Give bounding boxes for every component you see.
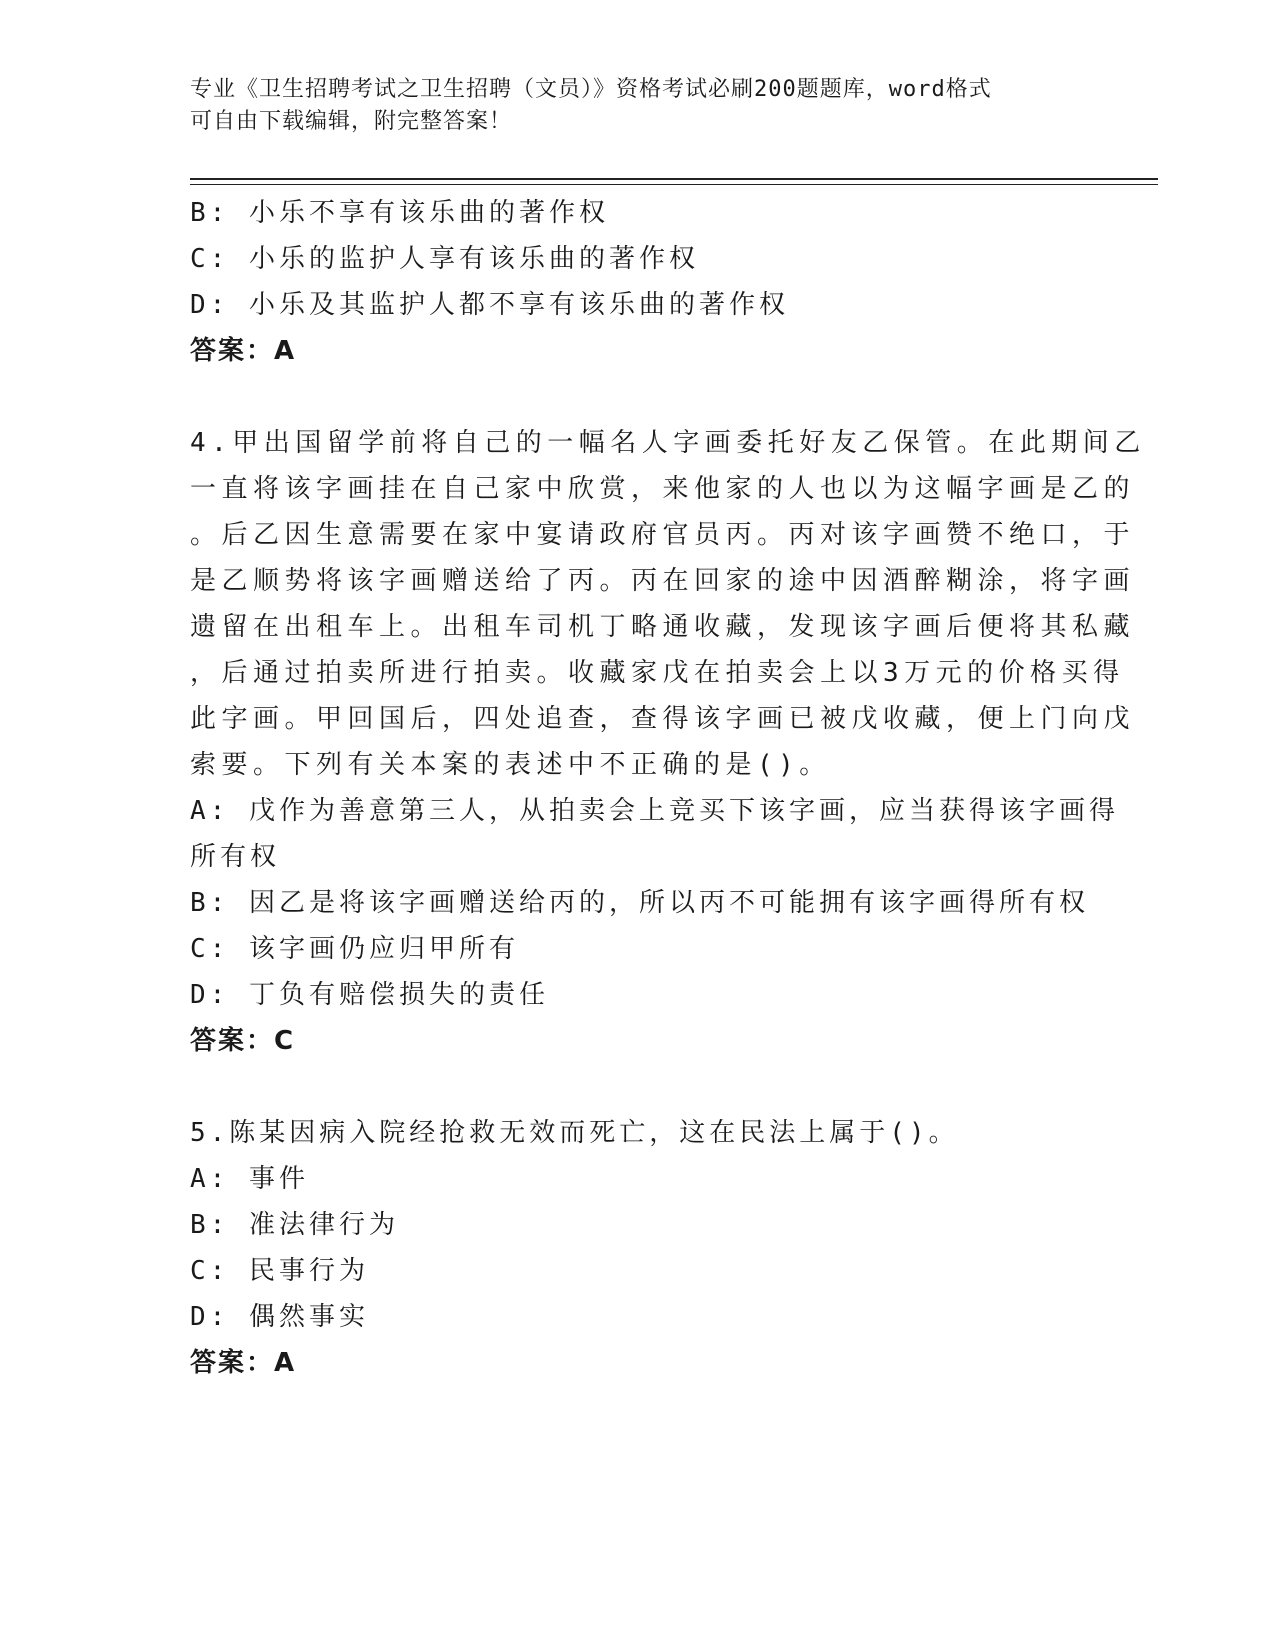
stem-line: 4.甲出国留学前将自己的一幅名人字画委托好友乙保管。在此期间乙: [190, 428, 1146, 458]
stem-line: 遗留在出租车上。出租车司机丁略通收藏，发现该字画后便将其私藏: [190, 612, 1136, 642]
option-a: A: 事件: [190, 1164, 309, 1194]
option-a-continued: 所有权: [190, 842, 281, 872]
option-c: C: 小乐的监护人享有该乐曲的著作权: [190, 244, 699, 274]
stem-line: 一直将该字画挂在自己家中欣赏，来他家的人也以为这幅字画是乙的: [190, 474, 1136, 504]
question-stem: [190, 420, 1146, 788]
option-c: C: 该字画仍应归甲所有: [190, 934, 519, 964]
header-line-1: 专业《卫生招聘考试之卫生招聘（文员）》资格考试必刷200题题库，word格式: [190, 77, 992, 102]
question-4: [190, 420, 1146, 1064]
answer: 答案：A: [190, 1348, 297, 1378]
option-d: D: 偶然事实: [190, 1302, 369, 1332]
stem-line: 此字画。甲回国后，四处追查，查得该字画已被戊收藏，便上门向戊: [190, 704, 1136, 734]
option-b: B: 准法律行为: [190, 1210, 399, 1240]
option-a: A: 戊作为善意第三人，从拍卖会上竞买下该字画，应当获得该字画得: [190, 796, 1119, 826]
spacer: [190, 1064, 1090, 1110]
header-divider-thin: [190, 184, 1158, 185]
option-d: D: 小乐及其监护人都不享有该乐曲的著作权: [190, 290, 789, 320]
stem-line: 是乙顺势将该字画赠送给了丙。丙在回家的途中因酒醉糊涂，将字画: [190, 566, 1136, 596]
stem-line: 索要。下列有关本案的表述中不正确的是()。: [190, 750, 831, 780]
document-header: [190, 74, 1090, 138]
option-b: B: 小乐不享有该乐曲的著作权: [190, 198, 609, 228]
question-stem: 5.陈某因病入院经抢救无效而死亡，这在民法上属于()。: [190, 1118, 959, 1148]
header-line-2: 可自由下载编辑，附完整答案！: [190, 109, 513, 134]
question-5: [190, 1110, 1090, 1386]
answer: 答案：C: [190, 1026, 296, 1056]
answer: 答案：A: [190, 336, 297, 366]
spacer: [190, 374, 1090, 420]
question-3-tail: [190, 190, 1090, 374]
stem-line: ，后通过拍卖所进行拍卖。收藏家戊在拍卖会上以3万元的价格买得: [190, 658, 1125, 688]
option-d: D: 丁负有赔偿损失的责任: [190, 980, 549, 1010]
stem-line: 。后乙因生意需要在家中宴请政府官员丙。丙对该字画赞不绝口，于: [190, 520, 1136, 550]
option-b: B: 因乙是将该字画赠送给丙的，所以丙不可能拥有该字画得所有权: [190, 888, 1089, 918]
question-list: [190, 190, 1146, 1386]
option-c: C: 民事行为: [190, 1256, 369, 1286]
header-divider-thick: [190, 178, 1158, 180]
